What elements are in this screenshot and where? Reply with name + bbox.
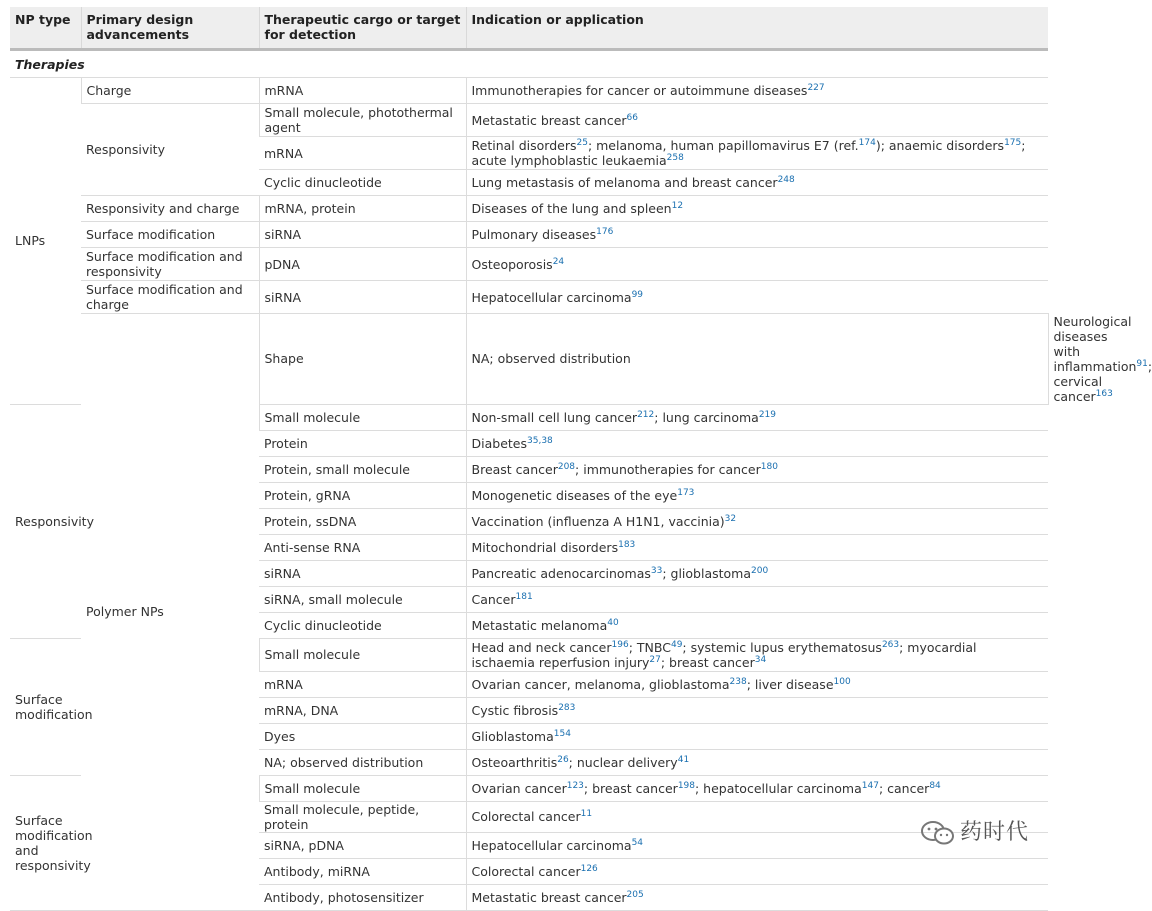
table-row bbox=[10, 78, 1048, 104]
cargo-cell: mRNA bbox=[259, 78, 466, 104]
reference-link[interactable]: 24 bbox=[553, 256, 564, 266]
cargo-cell: mRNA bbox=[259, 671, 466, 697]
indication-text: Metastatic melanoma bbox=[472, 618, 608, 633]
indication-text: ; hepatocellular carcinoma bbox=[695, 781, 862, 796]
indication-text: ; breast cancer bbox=[584, 781, 678, 796]
design-cell: Surface modification and responsivity bbox=[81, 248, 259, 281]
design-cell: Surface modification bbox=[10, 638, 81, 775]
indication-cell bbox=[466, 638, 1048, 671]
indication-cell bbox=[466, 456, 1048, 482]
section-row bbox=[10, 50, 1048, 78]
indication-text: Mitochondrial disorders bbox=[472, 540, 619, 555]
indication-cell bbox=[466, 775, 1048, 801]
indication-text: Colorectal cancer bbox=[472, 864, 581, 879]
indication-text: Ovarian cancer, melanoma, glioblastoma bbox=[472, 677, 730, 692]
indication-cell bbox=[466, 749, 1048, 775]
cargo-cell: siRNA, pDNA bbox=[259, 832, 466, 858]
table-row bbox=[10, 314, 1048, 405]
cargo-cell: mRNA, protein bbox=[259, 196, 466, 222]
indication-text: ; nuclear delivery bbox=[569, 755, 678, 770]
reference-link[interactable]: 248 bbox=[778, 175, 795, 185]
reference-link[interactable]: 33 bbox=[651, 565, 662, 575]
indication-text: Glioblastoma bbox=[472, 729, 554, 744]
indication-cell bbox=[466, 248, 1048, 281]
indication-cell bbox=[466, 858, 1048, 884]
indication-text: ; melanoma, human papillomavirus E7 (ref. bbox=[588, 138, 859, 153]
table-row bbox=[10, 281, 1048, 314]
wechat-logo-icon bbox=[920, 819, 956, 847]
reference-link[interactable]: 91 bbox=[1136, 358, 1147, 368]
indication-cell bbox=[466, 884, 1048, 910]
cargo-cell: Protein, small molecule bbox=[259, 456, 466, 482]
reference-link[interactable]: 99 bbox=[632, 289, 643, 299]
indication-text: Lung metastasis of melanoma and breast cancer bbox=[472, 175, 778, 190]
indication-text: Ovarian cancer bbox=[472, 781, 567, 796]
reference-link[interactable]: 208 bbox=[558, 461, 575, 471]
watermark-text: 药时代 bbox=[960, 820, 1029, 845]
reference-link[interactable]: 198 bbox=[678, 780, 695, 790]
indication-text: Monogenetic diseases of the eye bbox=[472, 488, 678, 503]
reference-link[interactable]: 25 bbox=[576, 138, 587, 148]
design-cell: Charge bbox=[81, 78, 259, 104]
indication-text: Osteoarthritis bbox=[472, 755, 558, 770]
np-type-cell: Polymer NPs bbox=[81, 314, 259, 911]
watermark bbox=[920, 815, 1029, 847]
reference-link[interactable]: 174 bbox=[859, 138, 876, 148]
indication-text: Cystic fibrosis bbox=[472, 703, 559, 718]
reference-link[interactable]: 163 bbox=[1096, 388, 1113, 398]
section-label: Therapies bbox=[10, 50, 1048, 78]
indication-cell bbox=[466, 723, 1048, 749]
design-cell: Surface modification and charge bbox=[81, 281, 259, 314]
reference-link[interactable]: 27 bbox=[649, 654, 660, 664]
indication-cell bbox=[466, 104, 1048, 137]
indication-text: Vaccination (influenza A H1N1, vaccinia) bbox=[472, 514, 725, 529]
indication-cell bbox=[466, 404, 1048, 430]
reference-link[interactable]: 84 bbox=[929, 780, 940, 790]
reference-link[interactable]: 35,38 bbox=[527, 435, 553, 445]
cargo-cell: Protein, gRNA bbox=[259, 482, 466, 508]
np-type-cell: LNPs bbox=[10, 78, 81, 405]
indication-text: Pancreatic adenocarcinomas bbox=[472, 566, 651, 581]
indication-text: Cancer bbox=[472, 592, 516, 607]
reference-link[interactable]: 205 bbox=[627, 889, 644, 899]
reference-link[interactable]: 32 bbox=[725, 513, 736, 523]
reference-link[interactable]: 200 bbox=[751, 565, 768, 575]
cargo-cell: Small molecule, photothermal agent bbox=[259, 104, 466, 137]
reference-link[interactable]: 154 bbox=[554, 728, 571, 738]
indication-cell bbox=[466, 430, 1048, 456]
indication-text: ; lung carcinoma bbox=[654, 410, 759, 425]
reference-link[interactable]: 183 bbox=[618, 539, 635, 549]
indication-text: ; systemic lupus erythematosus bbox=[682, 640, 882, 655]
cargo-cell: Dyes bbox=[259, 723, 466, 749]
indication-text: Hepatocellular carcinoma bbox=[472, 838, 632, 853]
cargo-cell: pDNA bbox=[259, 248, 466, 281]
indication-text: ; liver disease bbox=[747, 677, 834, 692]
reference-link[interactable]: 181 bbox=[516, 591, 533, 601]
indication-cell bbox=[466, 137, 1048, 170]
reference-link[interactable]: 219 bbox=[759, 409, 776, 419]
cargo-cell: Protein bbox=[259, 430, 466, 456]
reference-link[interactable]: 40 bbox=[607, 617, 618, 627]
indication-text: Colorectal cancer bbox=[472, 809, 581, 824]
table-row bbox=[10, 196, 1048, 222]
indication-cell bbox=[466, 586, 1048, 612]
cargo-cell: mRNA bbox=[259, 137, 466, 170]
reference-link[interactable]: 41 bbox=[678, 754, 689, 764]
indication-cell bbox=[466, 508, 1048, 534]
indication-text: Osteoporosis bbox=[472, 257, 553, 272]
design-cell: Surface modification bbox=[81, 222, 259, 248]
indication-cell bbox=[466, 281, 1048, 314]
reference-link[interactable]: 258 bbox=[667, 153, 684, 163]
header-indication: Indication or application bbox=[466, 7, 1048, 50]
indication-cell bbox=[466, 671, 1048, 697]
reference-link[interactable]: 196 bbox=[612, 639, 629, 649]
design-cell: Responsivity bbox=[81, 104, 259, 196]
indication-cell bbox=[466, 170, 1048, 196]
design-cell: Responsivity and charge bbox=[81, 196, 259, 222]
indication-text: Breast cancer bbox=[472, 462, 558, 477]
indication-text: Neurological diseases with inflammation bbox=[1054, 314, 1137, 374]
header-np-type: NP type bbox=[10, 7, 81, 50]
reference-link[interactable]: 283 bbox=[558, 702, 575, 712]
indication-text: ; cancer bbox=[879, 781, 929, 796]
cargo-cell: NA; observed distribution bbox=[259, 749, 466, 775]
indication-cell bbox=[466, 560, 1048, 586]
indication-text: Non-small cell lung cancer bbox=[472, 410, 638, 425]
np-table bbox=[10, 7, 1048, 911]
cargo-cell: siRNA bbox=[259, 222, 466, 248]
reference-link[interactable]: 263 bbox=[882, 639, 899, 649]
indication-cell bbox=[466, 534, 1048, 560]
indication-text: ); anaemic disorders bbox=[876, 138, 1004, 153]
reference-link[interactable]: 26 bbox=[557, 754, 568, 764]
reference-link[interactable]: 34 bbox=[755, 654, 766, 664]
indication-cell bbox=[466, 78, 1048, 104]
cargo-cell: Cyclic dinucleotide bbox=[259, 612, 466, 638]
table-body bbox=[10, 50, 1048, 911]
indication-text: ; glioblastoma bbox=[662, 566, 751, 581]
header-design: Primary design advancements bbox=[81, 7, 259, 50]
cargo-cell: Small molecule bbox=[259, 638, 466, 671]
cargo-cell: Protein, ssDNA bbox=[259, 508, 466, 534]
header-cargo: Therapeutic cargo or target for detection bbox=[259, 7, 466, 50]
cargo-cell: siRNA bbox=[259, 560, 466, 586]
reference-link[interactable]: 11 bbox=[581, 809, 592, 819]
indication-text: Retinal disorders bbox=[472, 138, 577, 153]
reference-link[interactable]: 12 bbox=[672, 201, 683, 211]
reference-link[interactable]: 147 bbox=[862, 780, 879, 790]
indication-text: Metastatic breast cancer bbox=[472, 113, 627, 128]
reference-link[interactable]: 238 bbox=[730, 676, 747, 686]
reference-link[interactable]: 100 bbox=[834, 676, 851, 686]
cargo-cell: Small molecule bbox=[259, 404, 466, 430]
cargo-cell: Small molecule bbox=[259, 775, 466, 801]
cargo-cell: Small molecule, peptide, protein bbox=[259, 801, 466, 832]
indication-text: Pulmonary diseases bbox=[472, 227, 597, 242]
design-cell: Shape bbox=[259, 314, 466, 405]
indication-cell bbox=[466, 222, 1048, 248]
indication-text: Head and neck cancer bbox=[472, 640, 612, 655]
reference-link[interactable]: 227 bbox=[807, 83, 824, 93]
indication-cell bbox=[466, 612, 1048, 638]
reference-link[interactable]: 126 bbox=[581, 863, 598, 873]
cargo-cell: Antibody, miRNA bbox=[259, 858, 466, 884]
cargo-cell: Antibody, photosensitizer bbox=[259, 884, 466, 910]
indication-text: Immunotherapies for cancer or autoimmune diseases bbox=[472, 83, 808, 98]
indication-cell bbox=[466, 482, 1048, 508]
reference-link[interactable]: 54 bbox=[632, 837, 643, 847]
cargo-cell: siRNA bbox=[259, 281, 466, 314]
indication-text: ; breast cancer bbox=[661, 655, 755, 670]
table-row bbox=[10, 222, 1048, 248]
table-row bbox=[10, 248, 1048, 281]
reference-link[interactable]: 123 bbox=[567, 780, 584, 790]
indication-text: Diseases of the lung and spleen bbox=[472, 201, 672, 216]
design-cell: Surface modification and responsivity bbox=[10, 775, 81, 910]
design-cell: Responsivity bbox=[10, 404, 81, 638]
table-row bbox=[10, 104, 1048, 137]
reference-link[interactable]: 49 bbox=[671, 639, 682, 649]
indication-text: Diabetes bbox=[472, 436, 528, 451]
indication-text: ; acute lymphoblastic leukaemia bbox=[472, 138, 1026, 168]
reference-link[interactable]: 176 bbox=[596, 227, 613, 237]
indication-cell bbox=[466, 697, 1048, 723]
reference-link[interactable]: 180 bbox=[761, 461, 778, 471]
cargo-cell: siRNA, small molecule bbox=[259, 586, 466, 612]
indication-text: ; cervical cancer bbox=[1054, 359, 1152, 404]
indication-text: ; TNBC bbox=[629, 640, 671, 655]
reference-link[interactable]: 212 bbox=[637, 409, 654, 419]
reference-link[interactable]: 66 bbox=[627, 112, 638, 122]
cargo-cell: mRNA, DNA bbox=[259, 697, 466, 723]
indication-text: Hepatocellular carcinoma bbox=[472, 290, 632, 305]
reference-link[interactable]: 175 bbox=[1004, 138, 1021, 148]
indication-text: Metastatic breast cancer bbox=[472, 890, 627, 905]
header-row bbox=[10, 7, 1048, 50]
cargo-cell: NA; observed distribution bbox=[466, 314, 1048, 405]
indication-text: ; immunotherapies for cancer bbox=[575, 462, 761, 477]
indication-text: ; myocardial ischaemia reperfusion injury bbox=[472, 640, 977, 670]
indication-cell bbox=[466, 196, 1048, 222]
cargo-cell: Anti-sense RNA bbox=[259, 534, 466, 560]
reference-link[interactable]: 173 bbox=[677, 487, 694, 497]
cargo-cell: Cyclic dinucleotide bbox=[259, 170, 466, 196]
